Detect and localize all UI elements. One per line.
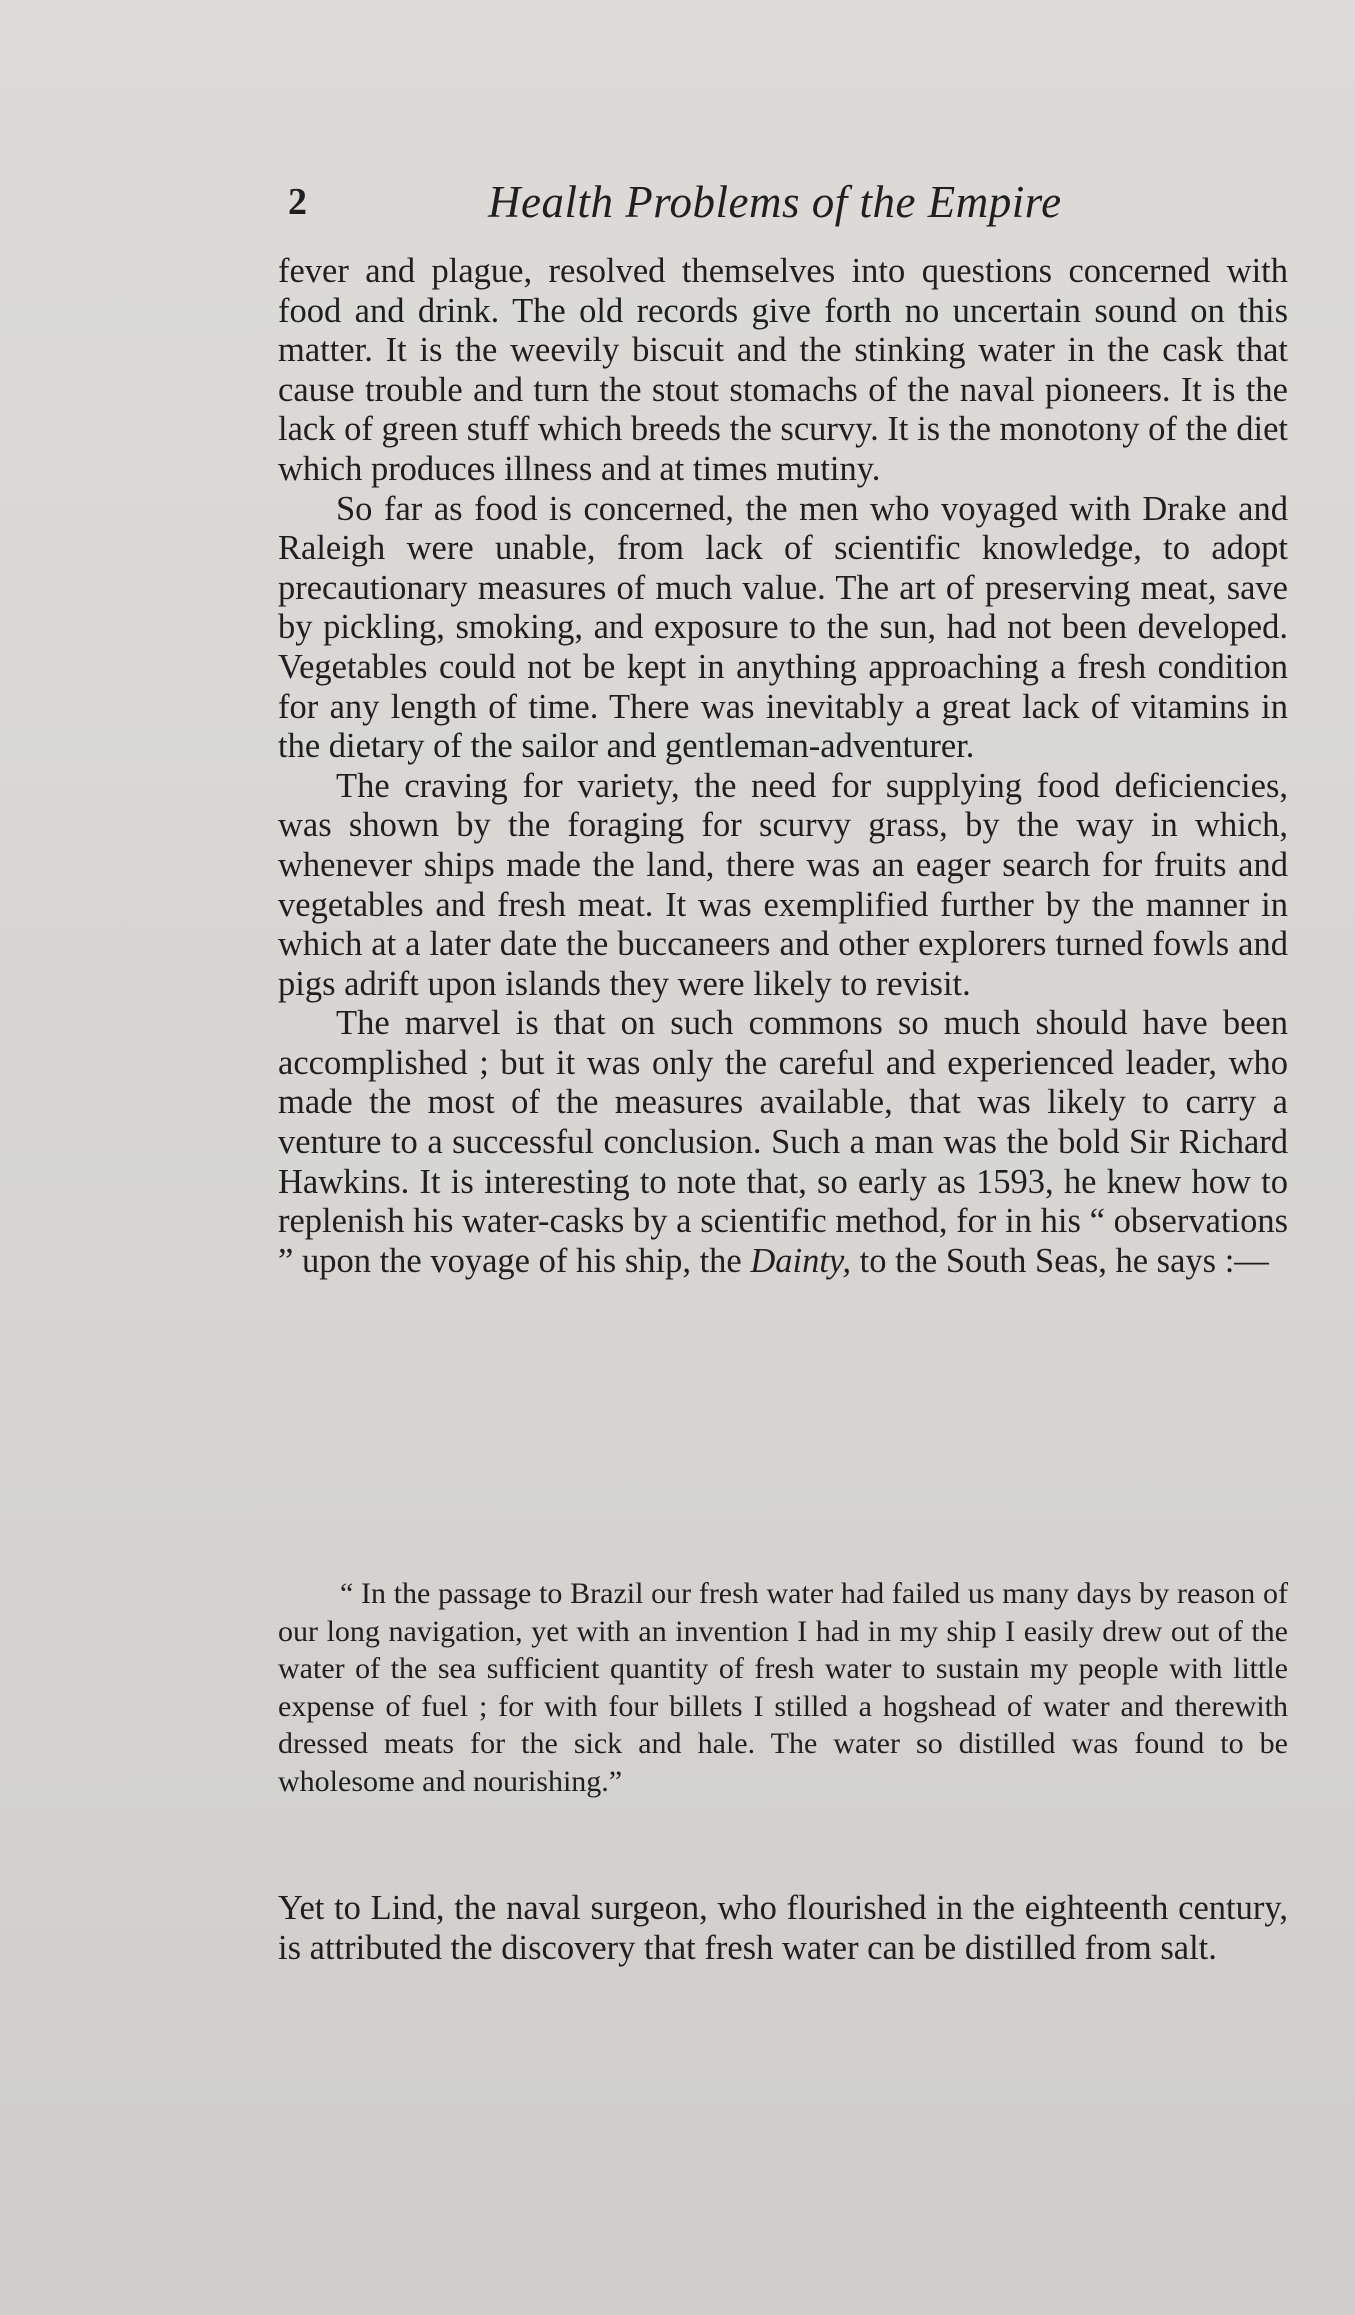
paragraph-2: So far as food is concerned, the men who voyaged with Drake and Raleigh were unable, from lack of scientific knowledge, to adopt precautionary measures of much value. The art of preserving meat, save by pickling, smoking, and exposure to the sun, had not been developed. Vegetables could not be kept in anything approaching a fresh condition for any length of time. There was inevitably a great lack of vitamins in the dietary of the sailor and gentleman-adventurer. xyxy=(278,489,1288,766)
ship-name: Dainty, xyxy=(750,1241,851,1280)
closing-paragraph: Yet to Lind, the naval surgeon, who flourished in the eighteenth century, is attributed the discovery that fresh water can be distilled from salt. xyxy=(278,1889,1288,1967)
paragraph-4-text: The marvel is that on such commons so much should have been accomplished ; but it was only the careful and experienced leader, who made the most of the measures available, that was likely to carry a venture to a successful conclusion. Such a man was the bold Sir Richard Hawkins. It is interesting to note that, so early as 1593, he knew how to replenish his water-casks by a scientific method, for in his “ observations ” upon the voyage of his ship, the xyxy=(278,1004,1288,1280)
running-head xyxy=(288,176,1288,236)
block-quote xyxy=(278,1575,1288,1801)
body-text xyxy=(278,252,1288,1281)
closing-text xyxy=(278,1888,1288,1968)
paragraph-4-end: to the South Seas, he says :— xyxy=(859,1241,1269,1280)
paragraph-3: The craving for variety, the need for supplying food deficiencies, was shown by the foraging for scurvy grass, by the way in which, whenever ships made the land, there was an eager search for fruits and vegetables and fresh meat. It was exemplified further by the manner in which at a later date the buccaneers and other explorers turned fowls and pigs adrift upon islands they were likely to revisit. xyxy=(278,766,1288,1003)
paragraph-4 xyxy=(278,1004,1288,1281)
quote-text: “ In the passage to Brazil our fresh water had failed us many days by reason of our long navigation, yet with an invention I had in my ship I easily drew out of the water of the sea sufficient quantity of fresh water to sustain my people with little expense of fuel ; for with four billets I stilled a hogshead of water and therewith dressed meats for the sick and hale. The water so distilled was found to be wholesome and nourishing.” xyxy=(278,1577,1288,1798)
paragraph-1: fever and plague, resolved themselves into questions concerned with food and drink. The old records give forth no uncertain sound on this matter. It is the weevily biscuit and the stinking water in the cask that cause trouble and turn the stout stomachs of the naval pioneers. It is the lack of green stuff which breeds the scurvy. It is the monotony of the diet which produces illness and at times mutiny. xyxy=(278,252,1288,488)
running-title: Health Problems of the Empire xyxy=(488,177,1062,227)
page-number: 2 xyxy=(288,181,308,223)
